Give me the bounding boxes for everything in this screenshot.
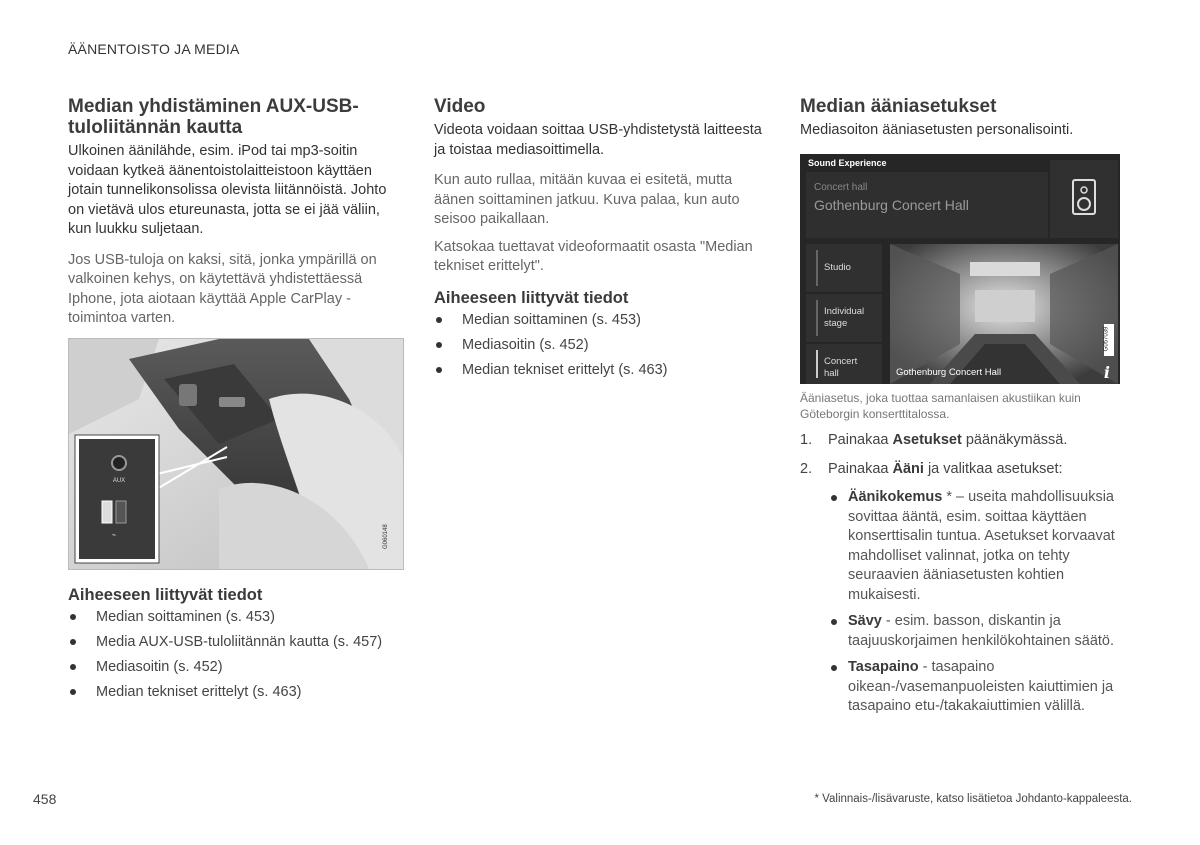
option-item: Äänikokemus * – useita mahdollisuuksia sovittaa ääntä, esim. soittaa käyttäen konserttisalin tuntua. Asetukset korvaavat mahdolliset valinnat, jotka on tehty seuraavien ääniasetusten kohtien mukaisesti. <box>828 488 1133 605</box>
page-number: 458 <box>33 791 57 807</box>
related-info-aux <box>68 586 403 705</box>
option-label: Concert hall <box>824 356 858 379</box>
video-paragraph: Videota voidaan soittaa USB-yhdistetystä laitteesta ja toistaa mediasoittimella. <box>434 122 762 158</box>
option-label: Individual stage <box>824 306 865 329</box>
image-code-box <box>1104 324 1114 356</box>
related-heading: Aiheeseen liittyvät tiedot <box>434 288 629 307</box>
speaker-icon <box>1050 160 1118 238</box>
sound-settings-heading: Median ääniasetukset <box>800 96 997 117</box>
console-image <box>68 338 404 570</box>
related-link[interactable]: Median soittaminen (s. 453) <box>68 605 403 630</box>
step-item: 1. Painakaa Asetukset päänäkymässä. <box>800 432 1068 448</box>
related-link[interactable]: Mediasoitin (s. 452) <box>68 655 403 680</box>
related-link[interactable]: Median tekniset erittelyt (s. 463) <box>68 680 403 705</box>
related-link[interactable]: Mediasoitin (s. 452) <box>434 333 774 358</box>
step-item: 2. Painakaa Ääni ja valitkaa asetukset: <box>800 460 1063 477</box>
selected-setting-header <box>806 172 1048 238</box>
related-list <box>434 308 774 383</box>
sound-steps <box>800 431 1135 717</box>
option-concert-hall[interactable] <box>806 344 882 384</box>
related-link[interactable]: Median soittaminen (s. 453) <box>434 308 774 333</box>
setting-category: Concert hall <box>814 182 868 193</box>
option-studio[interactable] <box>806 244 882 292</box>
screen-title: Sound Experience <box>808 158 887 168</box>
aux-usb-heading: Median yhdistäminen AUX-USB-tuloliitännän kautta <box>68 96 359 138</box>
aux-usb-paragraph: Ulkoinen äänilähde, esim. iPod tai mp3-soitin voidaan kytkeä äänentoistolaitteistoon käyttäen jotain tunnelikonsolissa olevista liitännöistä. Johto on vietävä ulos etureunasta, jotta se ei jää väliin, kun luukku suljetaan. <box>68 143 387 237</box>
image-code: G057039 <box>1103 326 1110 352</box>
image-code: G060148 <box>383 524 389 549</box>
aux-label: AUX <box>112 478 126 484</box>
svg-text:⌁: ⌁ <box>111 532 117 539</box>
info-icon: i <box>1103 363 1110 382</box>
section-title: ÄÄNENTOISTO JA MEDIA <box>68 41 240 57</box>
menu-term: Ääni <box>892 460 924 477</box>
option-item: Tasapaino - tasapaino oikean-/vasemanpuoleisten kaiuttimien ja tasapaino etu-/takakaiuttimien välillä. <box>828 658 1133 717</box>
sound-options-list <box>828 488 1133 717</box>
sound-settings-intro: Mediasoiton ääniasetusten personalisointi. <box>800 122 1074 138</box>
related-link[interactable]: Median tekniset erittelyt (s. 463) <box>434 358 774 383</box>
image-caption: Gothenburg Concert Hall <box>896 367 1002 378</box>
video-formats-paragraph: Katsokaa tuettavat videoformaatit osasta "Median tekniset erittelyt". <box>434 238 753 274</box>
related-list <box>68 605 403 705</box>
column-video <box>434 96 774 383</box>
column-aux-usb <box>68 96 403 329</box>
console-illustration <box>69 339 403 569</box>
option-item: Sävy - esim. basson, diskantin ja taajuuskorjaimen henkilökohtainen säätö. <box>828 612 1133 651</box>
column-sound-settings <box>800 96 1135 141</box>
setting-name: Gothenburg Concert Hall <box>814 197 969 213</box>
usb-note-paragraph: Jos USB-tuloja on kaksi, sitä, jonka ympärillä on valkoinen kehys, on käytettävä yhdistettäessä Iphone, jota aiotaan käyttää Apple CarPlay -toimintoa varten. <box>68 251 377 326</box>
screen-caption: Ääniasetus, joka tuottaa samanlaisen akustiikan kuin Göteborgin konserttitalossa. <box>800 391 1081 421</box>
footnote: * Valinnais-/lisävaruste, katso lisätietoa Johdanto-kappaleesta. <box>814 793 1132 805</box>
option-individual-stage[interactable] <box>806 294 882 342</box>
related-heading: Aiheeseen liittyvät tiedot <box>68 586 263 604</box>
option-label: Studio <box>824 262 851 273</box>
video-heading: Video <box>434 96 486 117</box>
menu-term: Asetukset <box>892 432 962 448</box>
related-link[interactable]: Media AUX-USB-tuloliitännän kautta (s. 457) <box>68 630 403 655</box>
video-rolling-paragraph: Kun auto rullaa, mitään kuvaa ei esitetä, mutta äänen soittaminen jatkuu. Kuva palaa, kun auto seisoo paikallaan. <box>434 172 740 227</box>
sound-experience-screen <box>800 154 1120 384</box>
concert-hall-image <box>890 244 1118 384</box>
